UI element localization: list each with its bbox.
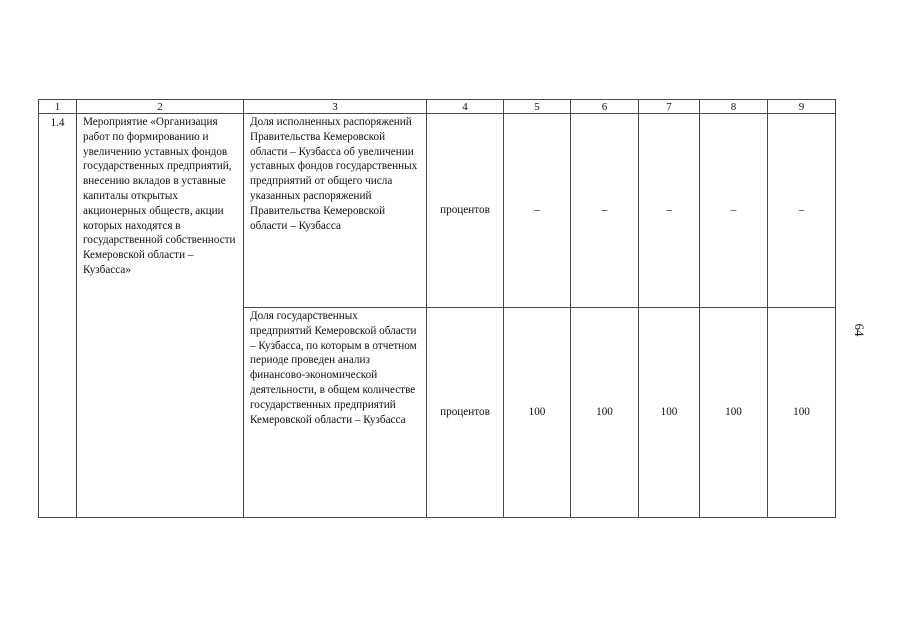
indicator-value: – [639,114,700,308]
indicator-value: 100 [700,308,768,518]
indicator-value: 100 [571,308,639,518]
indicator-value: – [571,114,639,308]
indicator-value: – [504,114,571,308]
header-cell-5: 5 [504,100,571,114]
indicator-value: 100 [768,308,836,518]
page-number: 64 [852,323,867,337]
indicator-value: – [700,114,768,308]
indicator-unit: процентов [427,114,504,308]
indicator-value: – [768,114,836,308]
indicator-value: 100 [639,308,700,518]
indicators-table [38,99,836,518]
indicator-value: 100 [504,308,571,518]
row-number: 1.4 [39,114,77,518]
header-cell-8: 8 [700,100,768,114]
table-row [39,114,836,308]
header-row [39,100,836,114]
header-cell-7: 7 [639,100,700,114]
indicator-name: Доля государственных предприятий Кемеровской области – Кузбасса, по которым в отчетном периоде проведен анализ финансово-экономической деятельности, в общем количестве государственных предприятий Кемеровской области – Кузбасса [244,308,427,518]
activity-name: Мероприятие «Организация работ по формированию и увеличению уставных фондов государственных предприятий, внесению вкладов в уставные капиталы открытых акционерных обществ, акции которых находятся в государственной собственности Кемеровской области – Кузбасса» [77,114,244,518]
header-cell-4: 4 [427,100,504,114]
indicator-name: Доля исполненных распоряжений Правительства Кемеровской области – Кузбасса об увеличении уставных фондов государственных предприятий от общего числа указанных распоряжений Правительства Кемеровской области – Кузбасса [244,114,427,308]
header-cell-2: 2 [77,100,244,114]
header-cell-3: 3 [244,100,427,114]
header-cell-1: 1 [39,100,77,114]
header-cell-9: 9 [768,100,836,114]
indicator-unit: процентов [427,308,504,518]
header-cell-6: 6 [571,100,639,114]
